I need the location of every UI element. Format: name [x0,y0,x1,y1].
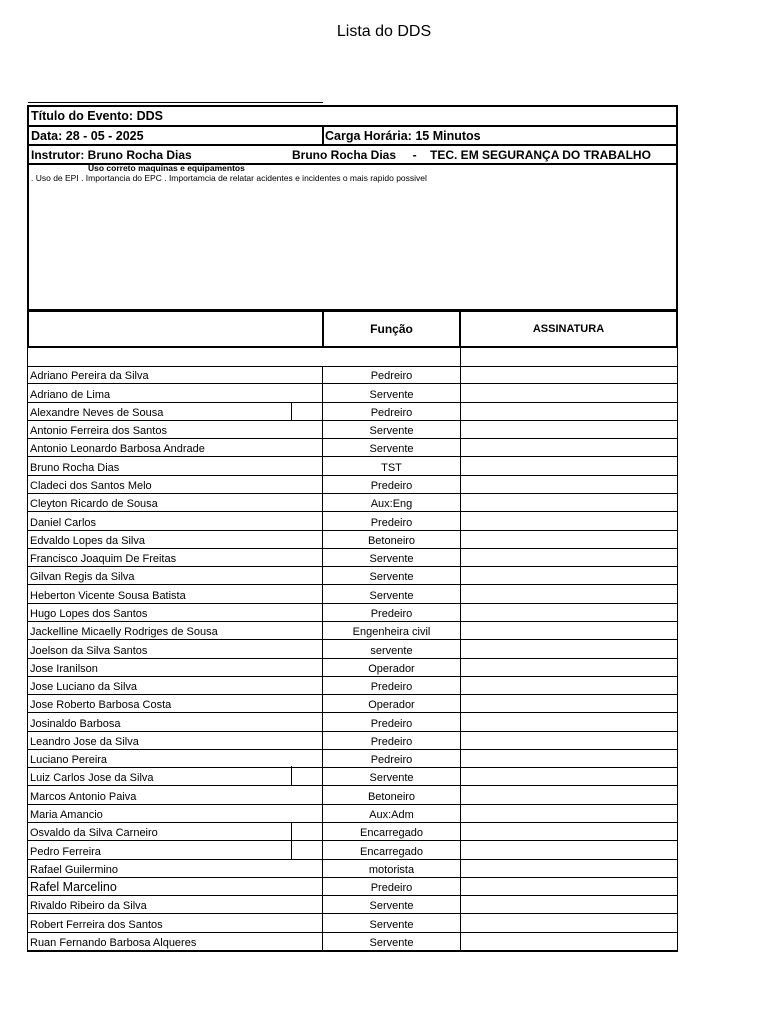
attendee-function: Servente [369,589,414,602]
attendee-name: Jose Luciano da Silva [30,681,138,694]
event-instructor-label: Instrutor: [31,147,85,162]
attendee-name: Antonio Leonardo Barbosa Andrade [30,443,205,456]
event-title-value: DDS [136,109,163,123]
attendee-function: motorista [368,863,415,876]
event-instructor-value: Bruno Rocha Dias [87,147,192,162]
attendee-function: Pedreiro [370,370,413,383]
attendee-function: Predeiro [370,516,413,529]
attendee-function: Servente [369,900,414,913]
event-description-text: . Uso de EPI . Importancia do EPC . Importamcia de relatar acidentes e incidentes o mais rapido possivel [31,173,427,183]
attendee-function: Servente [369,553,414,566]
attendee-function: Servente [369,388,414,401]
event-instructor-row [27,144,678,165]
attendee-name: Marcos Antonio Paiva [30,790,137,803]
attendee-name: Pedro Ferreira [30,845,101,858]
attendee-name: Gilvan Regis da Silva [30,571,135,584]
attendee-function: servente [370,644,413,657]
cell-divider [291,841,292,860]
event-description-box [27,163,678,311]
attendee-function: Aux:Eng [370,498,413,511]
attendee-function: Aux:Adm [369,809,414,822]
attendee-name: Rafel Marcelino [30,880,117,895]
table-frame [27,346,678,952]
attendee-function: Predeiro [370,607,413,620]
attendee-name: Luiz Carlos Jose da Silva [30,772,154,785]
attendee-function: Engenheira civil [352,626,431,639]
attendee-function: Operador [368,699,415,712]
attendee-name: Jose Roberto Barbosa Costa [30,699,172,712]
event-instructor-text [31,148,192,162]
attendee-function: Pedreiro [370,406,413,419]
attendee-function: Servente [369,443,414,456]
attendee-function: Servente [369,918,414,931]
attendee-name: Antonio Ferreira dos Santos [30,425,167,438]
cell-divider [291,402,292,421]
attendee-name: Adriano de Lima [30,388,111,401]
attendee-name: Robert Ferreira dos Santos [30,918,163,931]
event-title-label: Título do Evento: [31,109,134,123]
attendee-name: Cleyton Ricardo de Sousa [30,498,158,511]
attendee-name: Jose Iranilson [30,662,98,675]
attendee-name: Maria Amancio [30,809,103,822]
attendee-function: Servente [369,772,414,785]
attendee-name: Rivaldo Ribeiro da Silva [30,900,147,913]
event-hours-value: 15 Minutos [415,128,481,143]
page-title: Lista do DDS [336,23,432,40]
event-hours-text [325,129,481,143]
event-title-text [31,109,163,123]
attendee-name: Daniel Carlos [30,516,97,529]
event-date-text [31,129,144,143]
attendee-name: Joelson da Silva Santos [30,644,148,657]
attendee-function: Encarregado [360,845,423,858]
signature-column-divider [460,346,461,952]
attendee-name: Bruno Rocha Dias [30,461,120,474]
attendee-function: Servente [369,937,414,949]
attendee-name: Hugo Lopes dos Santos [30,607,148,620]
function-column-divider [322,366,323,952]
attendee-name: Rafael Guilermino [30,863,119,876]
event-instructor-role: Bruno Rocha Dias - TEC. EM SEGURANÇA DO TRABALHO [292,147,651,162]
function-column-header: Função [322,310,461,348]
attendee-function: Predeiro [370,479,413,492]
attendee-function: Pedreiro [370,754,413,767]
date-hours-divider [322,125,324,146]
event-date-label: Data: [31,128,63,143]
attendee-function: TST [381,461,402,474]
attendee-name: Ruan Fernando Barbosa Alqueres [30,937,197,949]
attendee-function: Predeiro [370,681,413,694]
attendee-name: Heberton Vicente Sousa Batista [30,589,186,602]
event-date-value: 28 - 05 - 2025 [65,128,144,143]
attendee-name: Luciano Pereira [30,754,108,767]
event-hours-label: Carga Horária: [325,128,412,143]
attendee-function: Predeiro [370,735,413,748]
attendee-name: Adriano Pereira da Silva [30,370,149,383]
attendee-function: Encarregado [360,827,423,840]
signature-column-header: ASSINATURA [459,310,678,348]
attendee-name: Josinaldo Barbosa [30,717,121,730]
event-title-row [27,105,678,127]
cell-divider [291,766,292,785]
attendee-name: Francisco Joaquim De Freitas [30,553,177,566]
event-date-row [27,125,678,146]
attendee-name: Jackelline Micaelly Rodriges de Sousa [30,626,218,639]
attendee-function: Servente [369,571,414,584]
event-description-title: Uso correto maquinas e equipamentos [88,163,245,173]
attendee-function: Predeiro [370,717,413,730]
attendee-function: Predeiro [370,882,413,895]
attendee-function: Betoneiro [367,790,416,803]
attendee-name: Edvaldo Lopes da Silva [30,534,145,547]
attendee-name: Osvaldo da Silva Carneiro [30,827,158,840]
attendee-name: Leandro Jose da Silva [30,735,139,748]
cell-divider [291,822,292,841]
attendee-function: Betoneiro [367,534,416,547]
attendee-name: Alexandre Neves de Sousa [30,406,164,419]
name-column-header [27,310,324,348]
attendee-function: Operador [368,662,415,675]
top-divider [28,102,323,103]
attendee-function: Servente [369,425,414,438]
attendee-name: Cladeci dos Santos Melo [30,479,152,492]
